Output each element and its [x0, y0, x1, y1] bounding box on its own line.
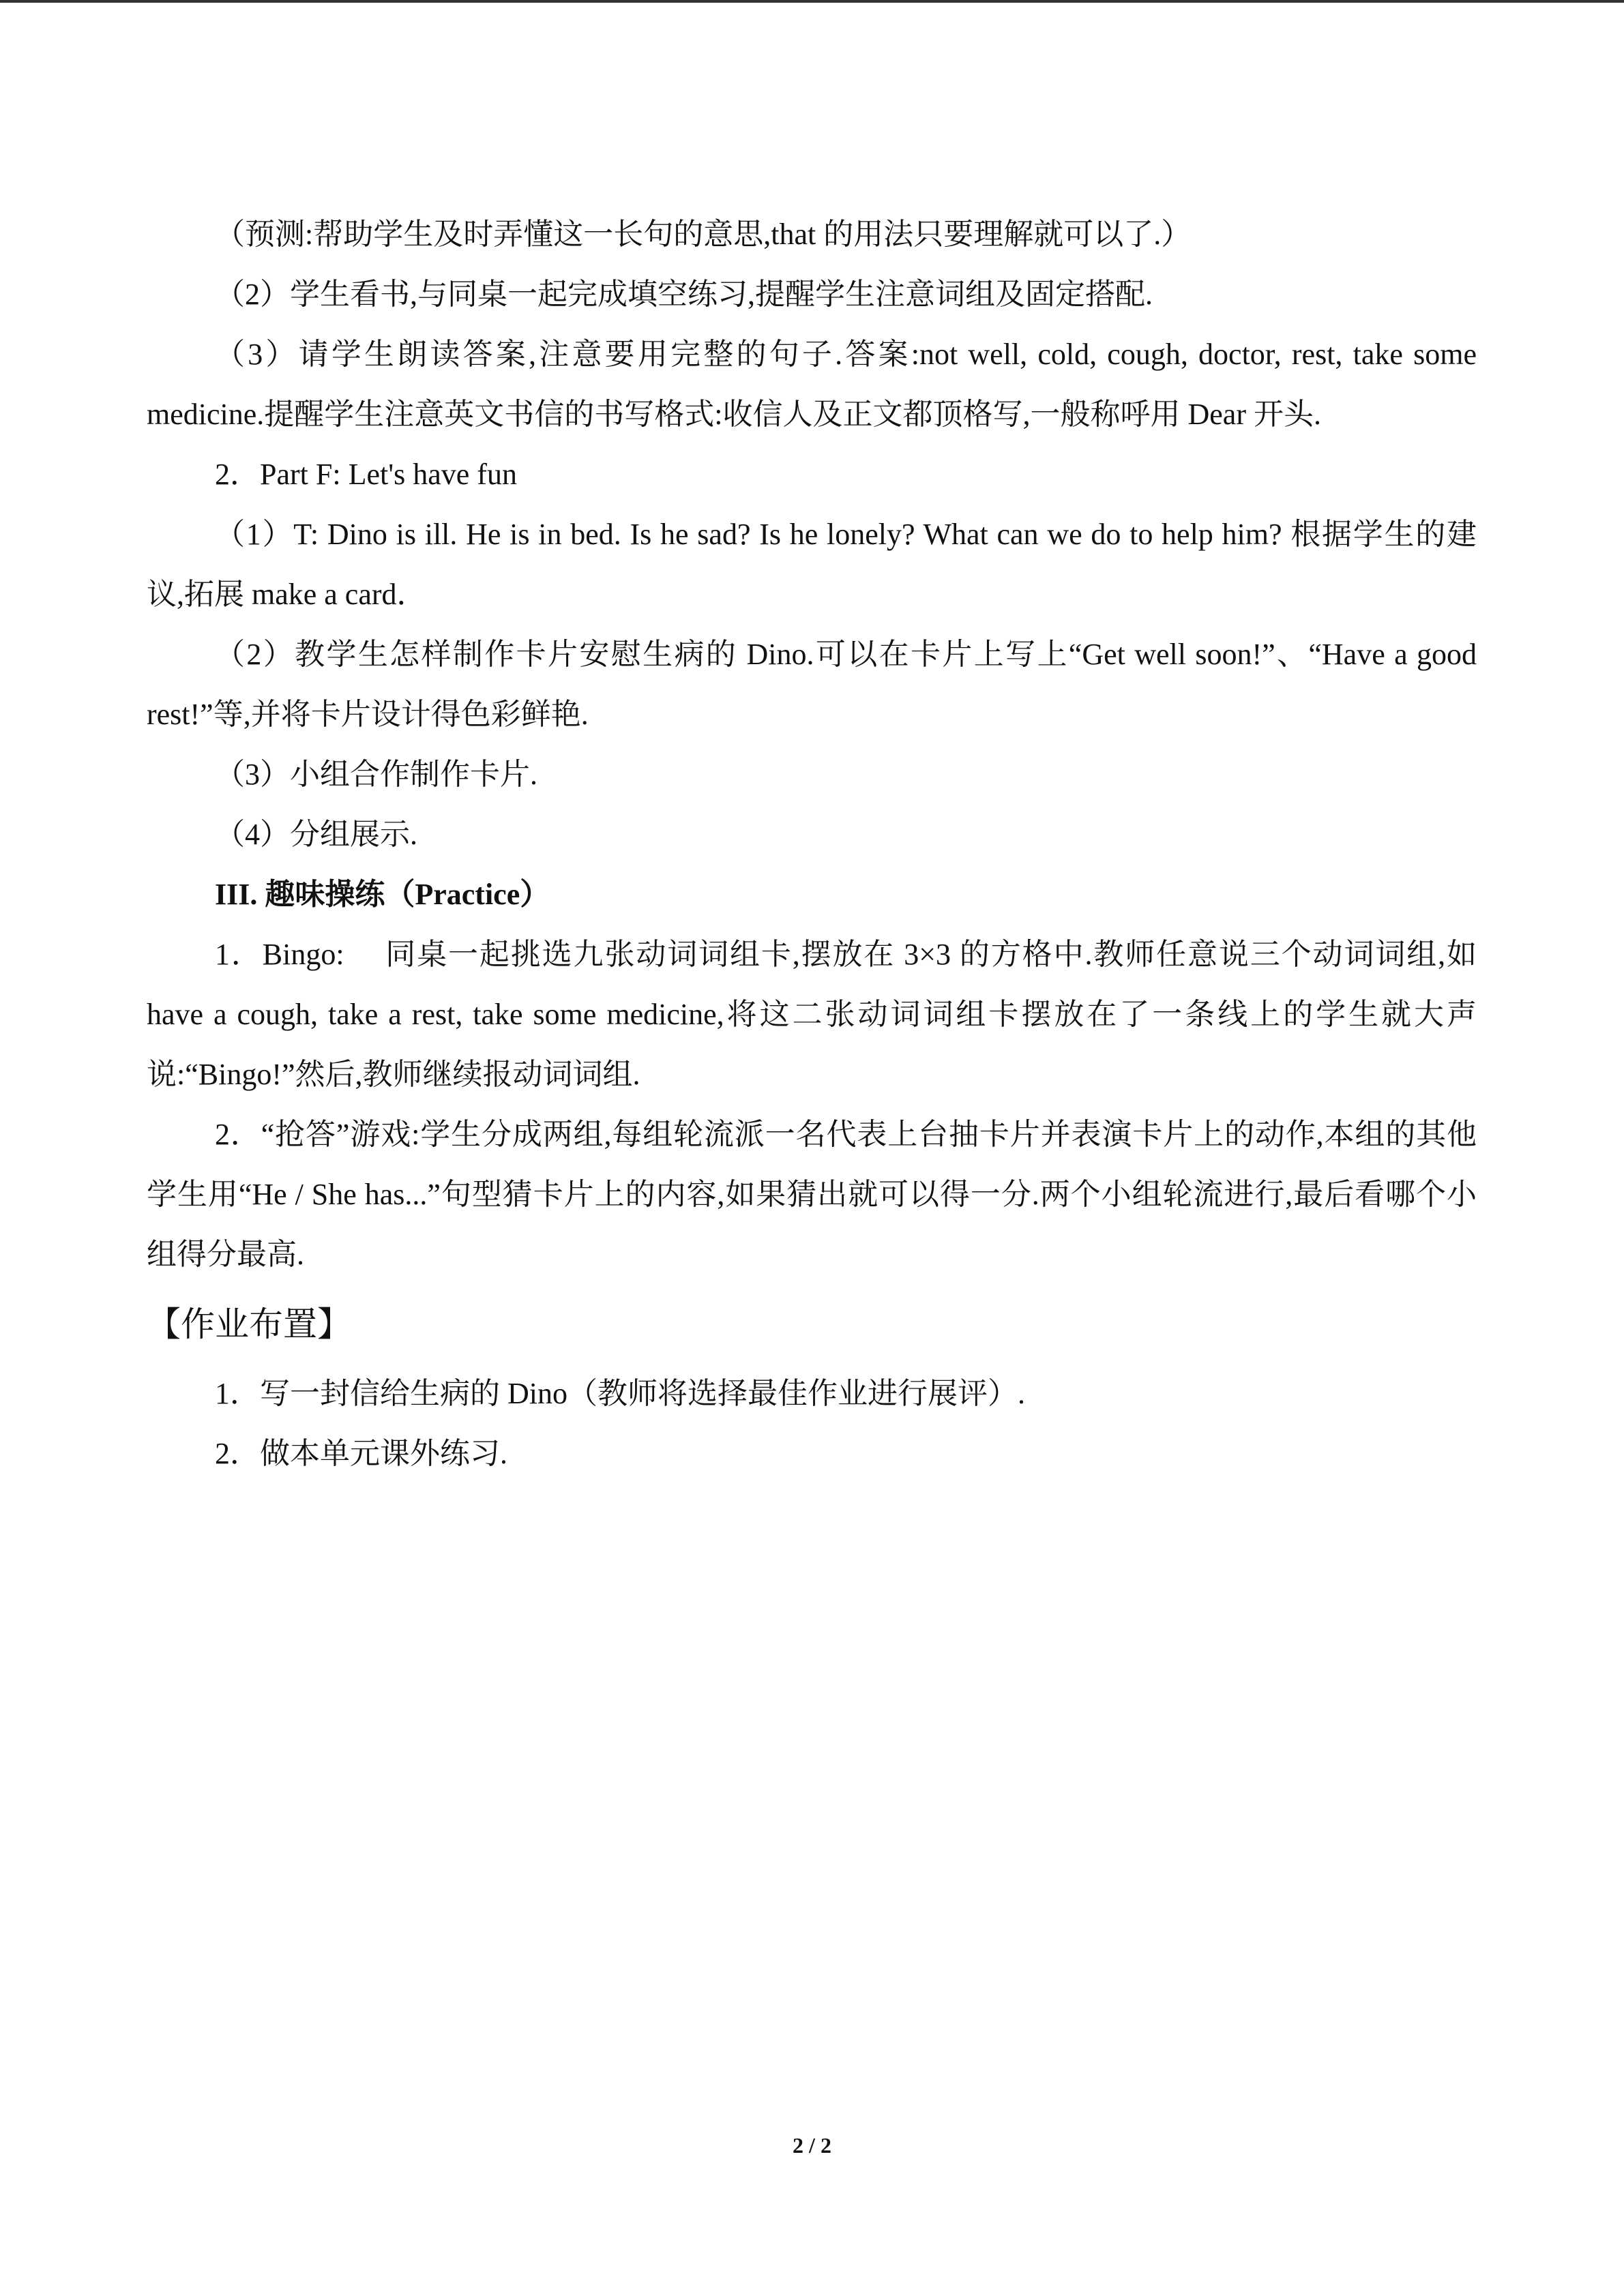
- paragraph-part-f-title: 2．Part F: Let's have fun: [215, 458, 517, 491]
- paragraph-part-f-step-3: （3）小组合作制作卡片.: [215, 758, 537, 791]
- paragraph-prediction-note: （预测:帮助学生及时弄懂这一长句的意思,that 的用法只要理解就可以了.）: [215, 218, 1192, 251]
- paragraph-part-f-step-1: （1）T: Dino is ill. He is in bed. Is he sad? Is he lonely? What can we do to help him? 根据学生的建议,拓展 make a card．: [147, 518, 1477, 611]
- paragraph-step-3-read-answers: （3）请学生朗读答案,注意要用完整的句子.答案:not well, cold, cough, doctor, rest, take some medicine.提醒学生注意英文书信的书写格式:收信人及正文都顶格写,一般称呼用 Dear 开头.: [147, 338, 1477, 431]
- homework-item-1: 1．写一封信给生病的 Dino（教师将选择最佳作业进行展评）.: [215, 1377, 1025, 1410]
- page-number: 2 / 2: [793, 2133, 831, 2158]
- top-border-line: [0, 0, 1624, 3]
- paragraph-part-f-step-2: （2）教学生怎样制作卡片安慰生病的 Dino.可以在卡片上写上“Get well soon!”、“Have a good rest!”等,并将卡片设计得色彩鲜艳.: [147, 638, 1477, 731]
- paragraph-bingo-game: 1．Bingo: 同桌一起挑选九张动词词组卡,摆放在 3×3 的方格中.教师任意说三个动词词组,如 have a cough, take a rest, take some medicine,将这二张动词词组卡摆放在了一条线上的学生就大声说:“Bingo!”然后,教师继续报动词词组.: [147, 938, 1477, 1091]
- paragraph-quick-answer-game: 2．“抢答”游戏:学生分成两组,每组轮流派一名代表上台抽卡片并表演卡片上的动作,本组的其他学生用“He / She has...”句型猜卡片上的内容,如果猜出就可以得一分.两个小组轮流进行,最后看哪个小组得分最高.: [147, 1118, 1477, 1271]
- heading-homework: 【作业布置】: [147, 1304, 351, 1344]
- homework-item-2: 2．做本单元课外练习.: [215, 1437, 507, 1470]
- paragraph-step-2-fill-blanks: （2）学生看书,与同桌一起完成填空练习,提醒学生注意词组及固定搭配.: [215, 278, 1153, 311]
- document-body: [147, 205, 1477, 1484]
- heading-practice: III. 趣味操练（Practice）: [215, 878, 550, 911]
- paragraph-part-f-step-4: （4）分组展示.: [215, 818, 417, 851]
